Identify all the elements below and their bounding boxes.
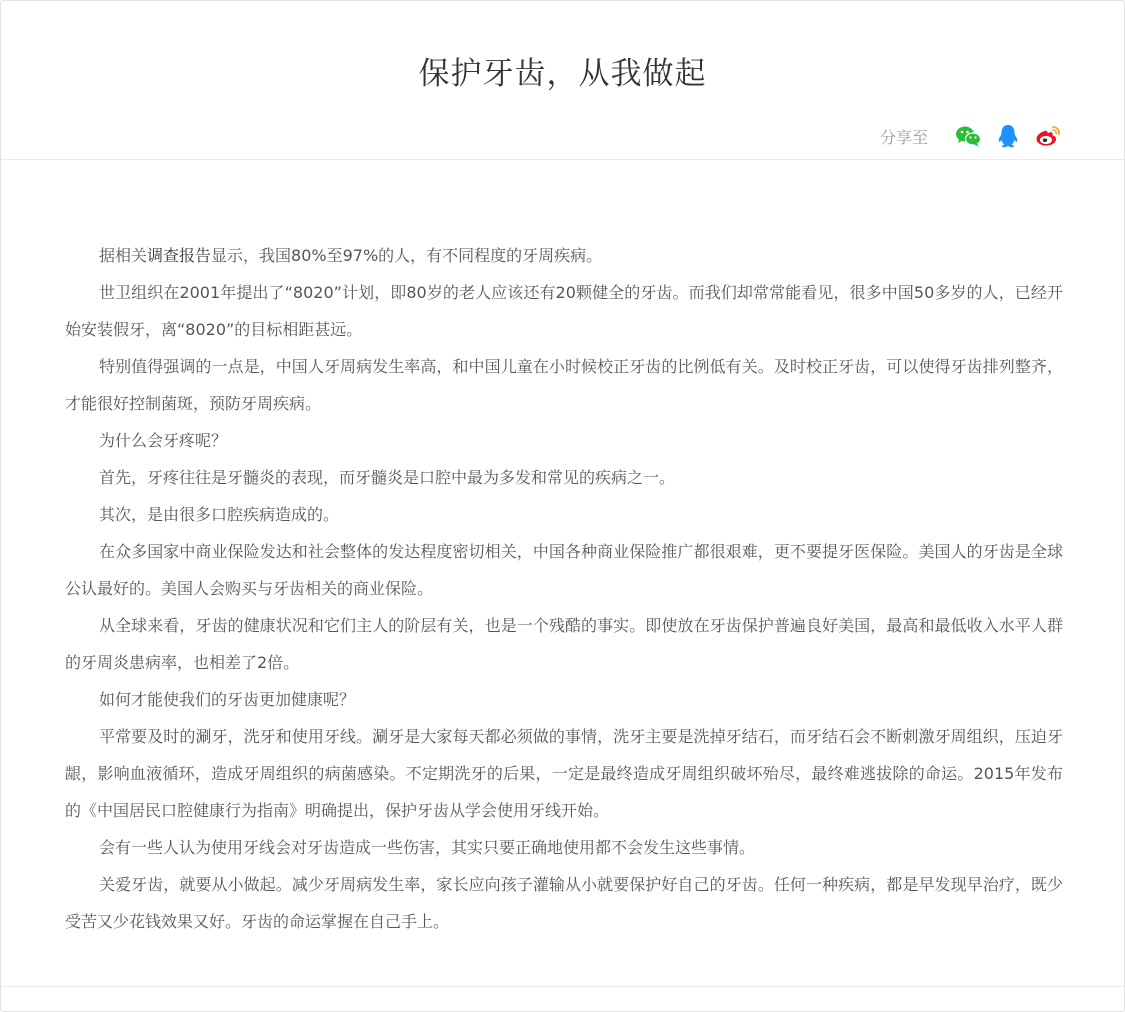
paragraph: 如何才能使我们的牙齿更加健康呢？ <box>99 690 356 709</box>
paragraph: 平常要及时的涮牙，洗牙和使用牙线。涮牙是大家每天都必须做的事情，洗牙主要是洗掉牙结石，而牙结石会不断刺激牙周组织，压迫牙龈，影响血液循环，造成牙周组织的病菌感染。不定期洗牙的后果，一定是最终造成牙周组织破坏殆尽，最终难逃拔除的命运。2015年发布的《中国居民口腔健康行为指南》明确提出，保护牙齿从学会使用牙线开始。 <box>65 727 1063 820</box>
article-header <box>1 1 1124 160</box>
paragraph-text: 据相关 <box>99 246 148 265</box>
qq-icon[interactable] <box>994 122 1022 150</box>
paragraph: 特别值得强调的一点是，中国人牙周病发生率高，和中国儿童在小时候校正牙齿的比例低有关。及时校正牙齿，可以使得牙齿排列整齐，才能很好控制菌斑，预防牙周疾病。 <box>65 357 1063 413</box>
weibo-icon[interactable] <box>1034 122 1062 150</box>
paragraph <box>65 237 1063 274</box>
paragraph: 首先，牙疼往往是牙髓炎的表现，而牙髓炎是口腔中最为多发和常见的疾病之一。 <box>99 468 676 487</box>
paragraph: 从全球来看，牙齿的健康状况和它们主人的阶层有关，也是一个残酷的事实。即使放在牙齿保护普遍良好美国，最高和最低收入水平人群的牙周炎患病率，也相差了2倍。 <box>65 616 1063 672</box>
footer-divider <box>1 986 1124 987</box>
paragraph: 会有一些人认为使用牙线会对牙齿造成一些伤害，其实只要正确地使用都不会发生这些事情。 <box>99 838 756 857</box>
paragraph: 在众多国家中商业保险发达和社会整体的发达程度密切相关，中国各种商业保险推广都很艰难，更不要提牙医保险。美国人的牙齿是全球公认最好的。美国人会购买与牙齿相关的商业保险。 <box>65 542 1063 598</box>
paragraph-text: 显示，我国80%至97%的人，有不同程度的牙周疾病。 <box>211 246 603 265</box>
share-label: 分享至 <box>879 127 928 147</box>
share-bar <box>880 122 1062 150</box>
article-title: 保护牙齿，从我做起 <box>418 56 707 92</box>
paragraph: 世卫组织在2001年提出了“8020”计划，即80岁的老人应该还有20颗健全的牙齿。而我们却常常能看见，很多中国50多岁的人，已经开始安装假牙，离“8020”的目标相距甚远。 <box>65 283 1063 339</box>
highlight-term: 调查报告 <box>147 246 212 265</box>
paragraph: 为什么会牙疼呢？ <box>99 431 228 450</box>
wechat-icon[interactable] <box>954 122 982 150</box>
article-body <box>65 237 1063 940</box>
paragraph: 其次，是由很多口腔疾病造成的。 <box>99 505 340 524</box>
paragraph: 关爱牙齿，就要从小做起。减少牙周病发生率，家长应向孩子灌输从小就要保护好自己的牙齿。任何一种疾病，都是早发现早治疗，既少受苦又少花钱效果又好。牙齿的命运掌握在自己手上。 <box>65 875 1063 931</box>
